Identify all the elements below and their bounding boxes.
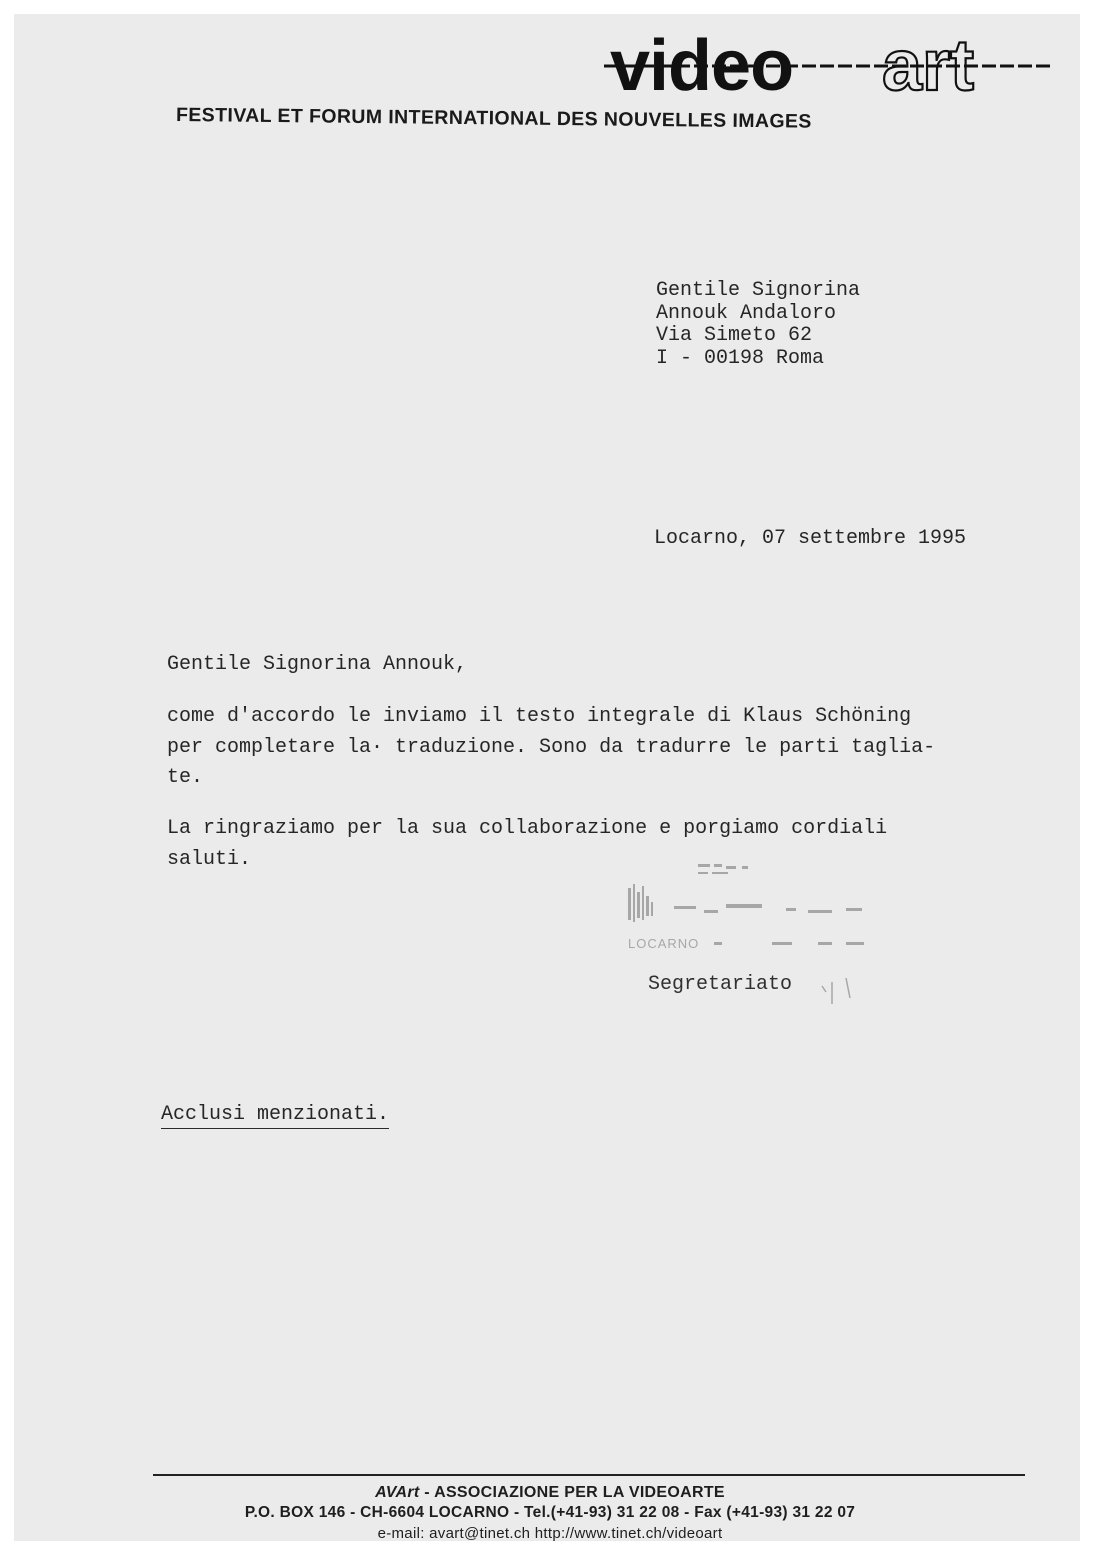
footer-divider [153, 1474, 1025, 1476]
paragraph-line: per completare la· traduzione. Sono da tradurre le parti taglia- [167, 735, 936, 759]
footer-address: P.O. BOX 146 - CH-6604 LOCARNO - Tel.(+41-93) 31 22 08 - Fax (+41-93) 31 22 07 [244, 1504, 856, 1521]
footer-org-suffix: - ASSOCIAZIONE PER LA VIDEOARTE [419, 1484, 725, 1501]
logo-art-text: art [882, 26, 975, 106]
video-art-logo [604, 26, 1054, 106]
signature: Segretariato [648, 973, 793, 996]
paragraph-line: La ringraziamo per la sua collaborazione e porgiamo cordiali [167, 817, 888, 840]
enclosures-note: Acclusi menzionati. [161, 1103, 389, 1129]
body-paragraph-2 [167, 814, 1037, 875]
footer-organization [0, 1484, 1100, 1502]
address-line: Annouk Andaloro [656, 301, 837, 325]
footer-contact: e-mail: avart@tinet.ch http://www.tinet.ch/videoart [377, 1525, 723, 1541]
address-line: Gentile Signorina [656, 279, 861, 302]
logo-video-text: video [610, 26, 794, 106]
address-line: Via Simeto 62 [656, 324, 813, 347]
paragraph-line: saluti. [167, 847, 252, 871]
footer-org-prefix: AVArt [375, 1484, 420, 1501]
paragraph-line: come d'accordo le inviamo il testo integrale di Klaus Schöning [167, 705, 912, 728]
stamp-text: LOCARNO [628, 936, 700, 951]
letterhead-tagline: FESTIVAL ET FORUM INTERNATIONAL DES NOUVELLES IMAGES [175, 104, 812, 133]
address-line: I - 00198 Roma [656, 346, 825, 370]
body-paragraph-1 [167, 702, 1037, 794]
recipient-address [656, 280, 860, 370]
salutation: Gentile Signorina Annouk, [167, 653, 468, 676]
paragraph-line: te. [167, 766, 204, 789]
date-line: Locarno, 07 settembre 1995 [654, 527, 967, 550]
